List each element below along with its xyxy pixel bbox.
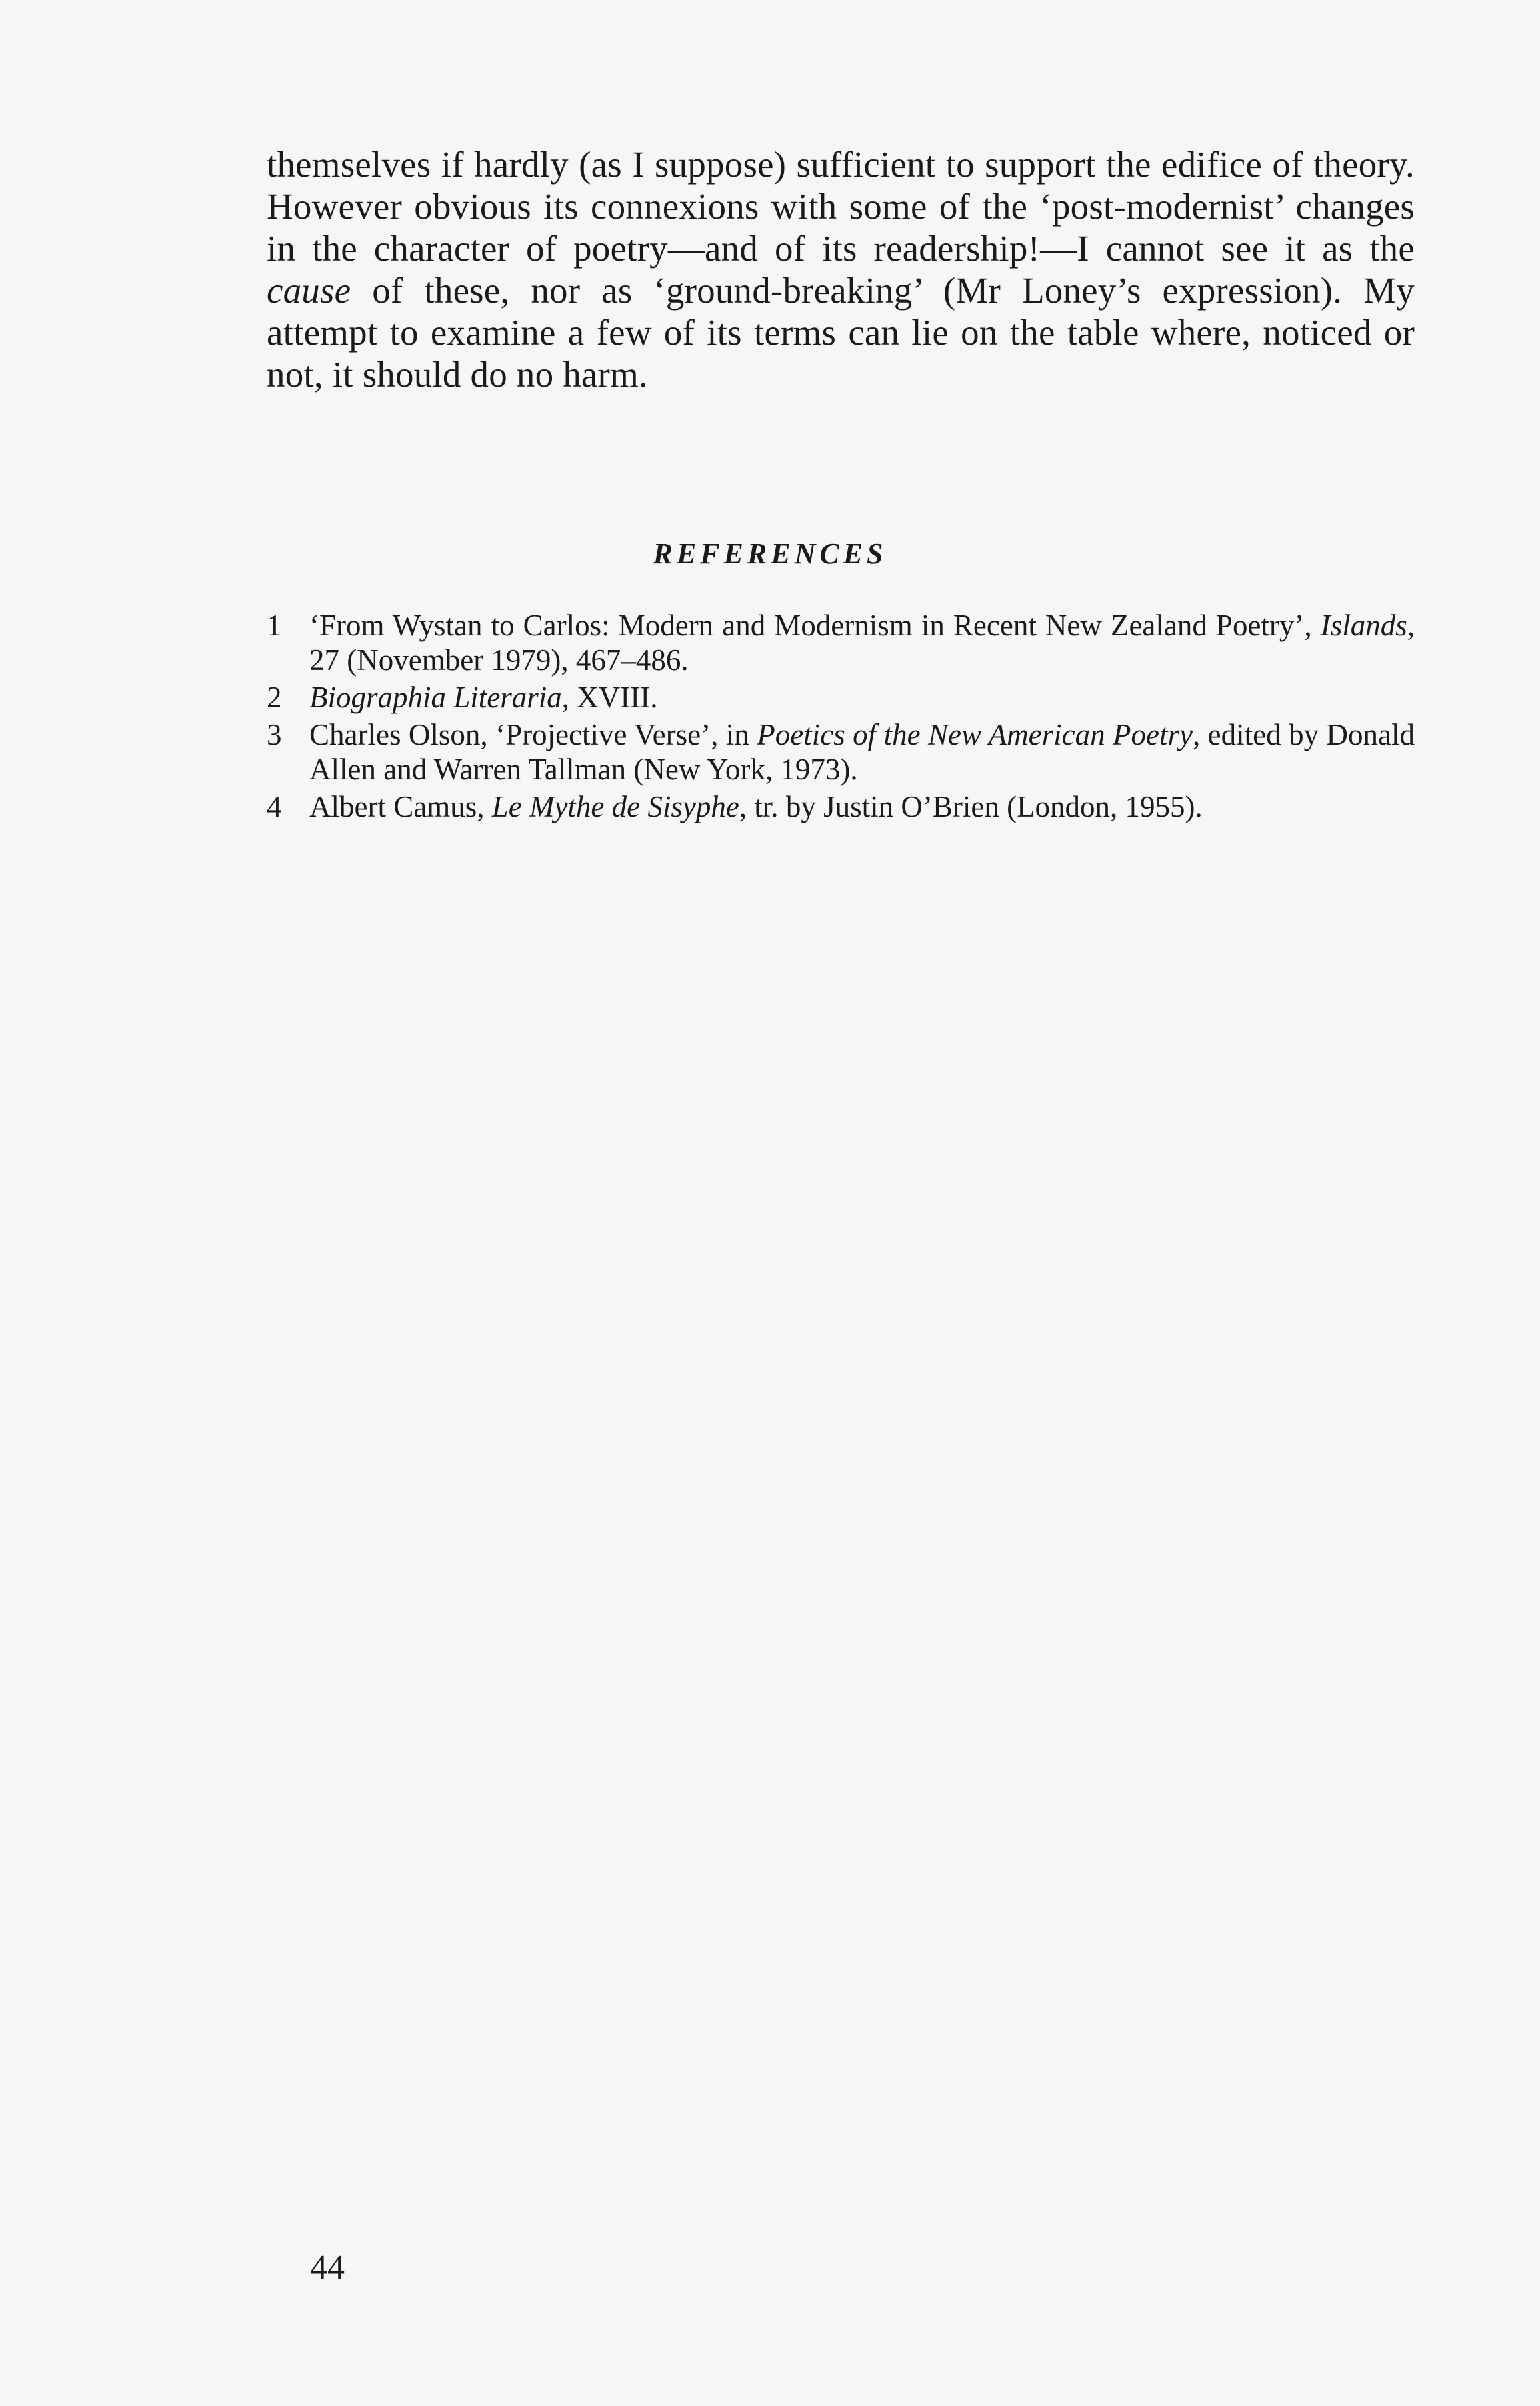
reference-item (267, 717, 1415, 787)
reference-text: , XVIII. (561, 681, 658, 714)
reference-text: , tr. by Justin O’Brien (London, 1955). (739, 790, 1203, 823)
reference-text: , 27 (November 1979), 467–486. (309, 609, 1415, 677)
reference-title: Le Mythe de Sisyphe (491, 790, 739, 823)
reference-text: ‘From Wystan to Carlos: Modern and Modernism in Recent New Zealand Poetry’, (309, 609, 1321, 642)
references-list (267, 608, 1415, 827)
references-heading: REFERENCES (653, 537, 887, 570)
reference-number: 3 (267, 718, 282, 751)
reference-text: Charles Olson, ‘Projective Verse’, in (309, 718, 757, 751)
reference-title: Poetics of the New American Poetry (757, 718, 1193, 751)
body-paragraph (267, 143, 1415, 395)
reference-text: Albert Camus, (309, 790, 492, 823)
reference-item (267, 789, 1415, 824)
body-text-italic-cause: cause (267, 270, 351, 311)
body-text-segment: themselves if hardly (as I suppose) sufficient to support the edifice of theory. However obvious its connexions with some of the ‘post-modernist’ changes in the character of poetry—and of its readership!—I cannot see it as the (267, 144, 1415, 269)
body-text-segment: of these, nor as ‘ground-breaking’ (Mr Loney’s expression). My attempt to examine a few of its terms can lie on the table where, noticed or not, it should do no harm. (267, 270, 1415, 395)
reference-number: 4 (267, 790, 282, 823)
reference-number: 1 (267, 609, 282, 642)
reference-text: , edited by Donald Allen and Warren Tallman (New York, 1973). (309, 718, 1415, 786)
reference-item (267, 608, 1415, 677)
reference-title: Biographia Literaria (309, 681, 562, 714)
reference-item (267, 680, 1415, 715)
page-number: 44 (310, 2249, 345, 2287)
reference-number: 2 (267, 681, 282, 714)
reference-title: Islands (1320, 609, 1407, 642)
